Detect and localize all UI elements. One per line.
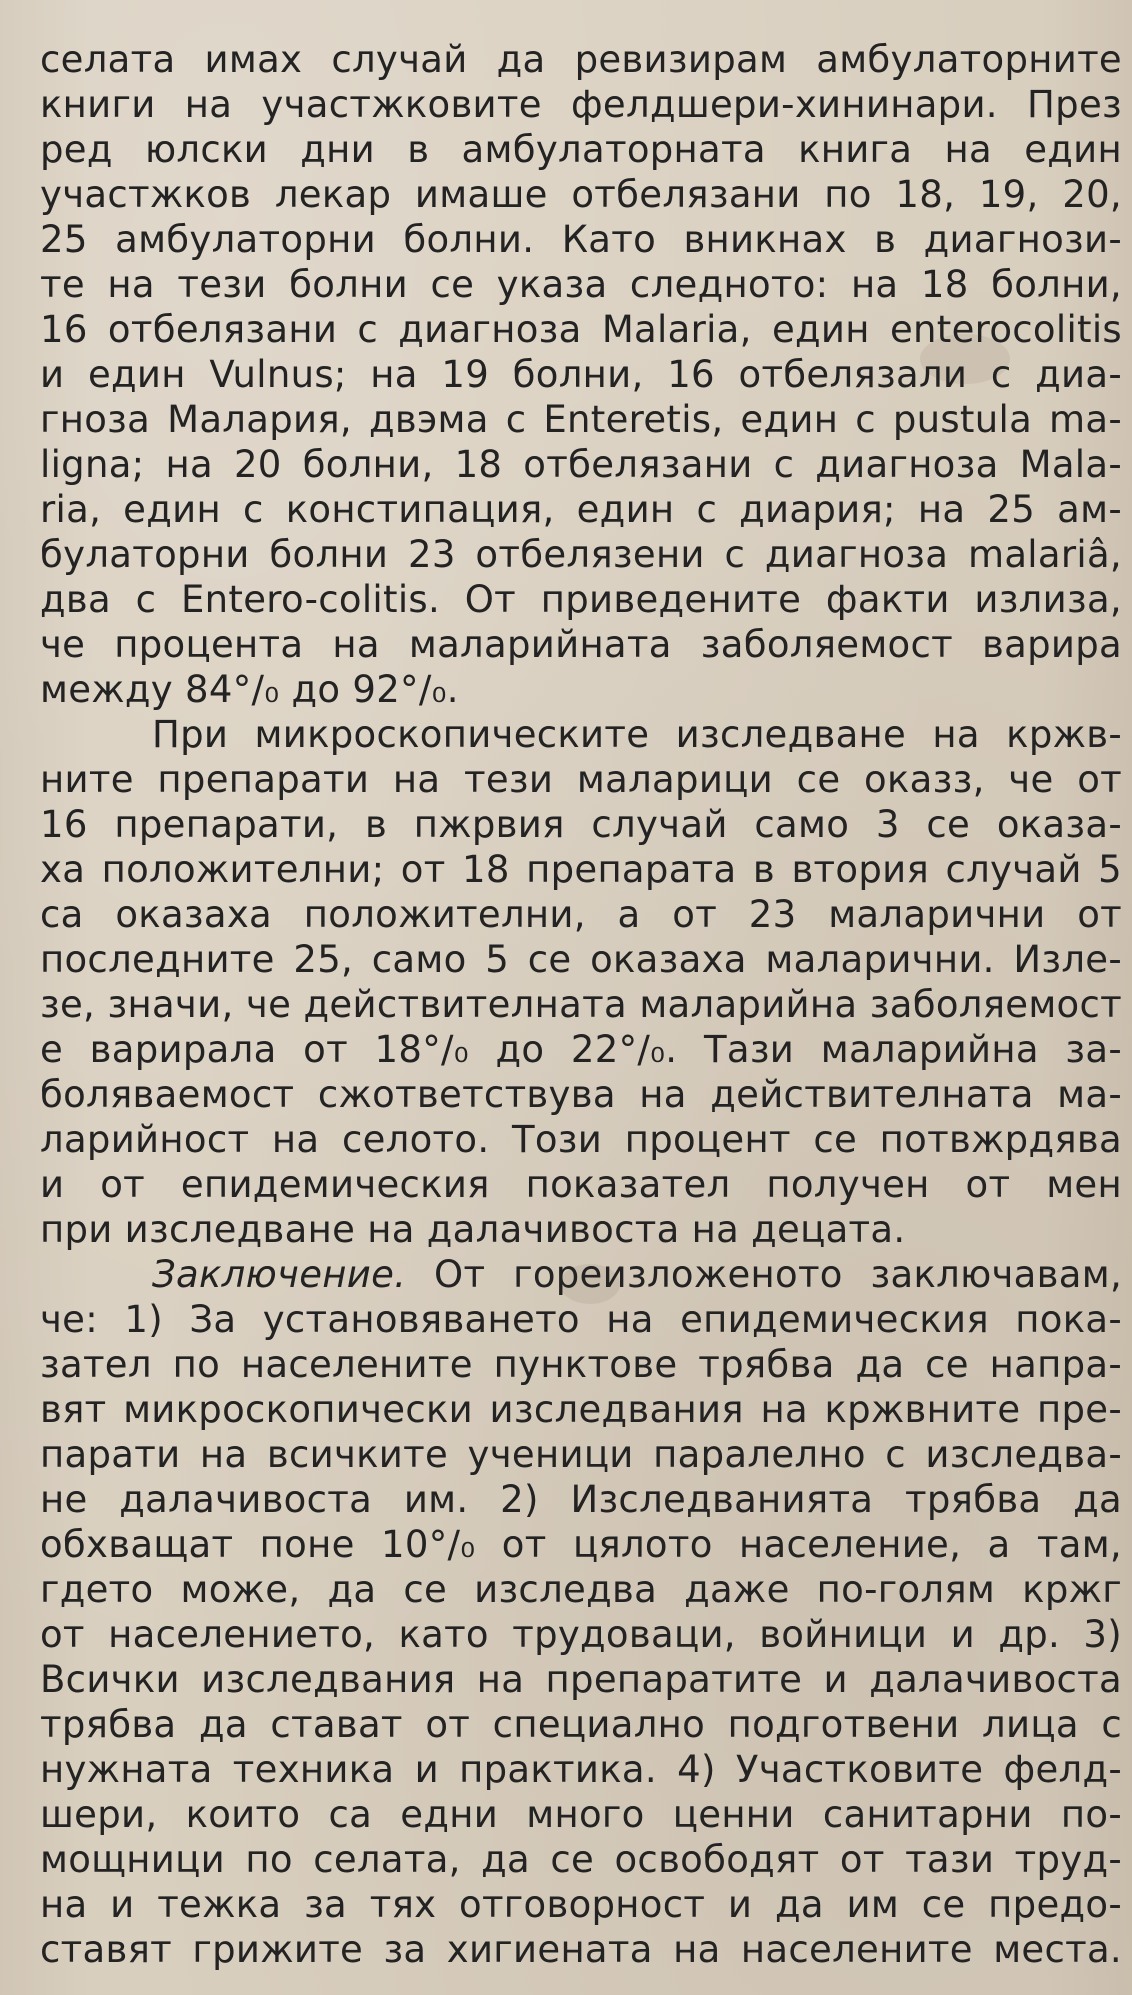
text-line: обхващат поне 10°/₀ от цялото население, а там,	[40, 1523, 1122, 1566]
text-line: гдето може, да се изследва даже по-голям кржг	[40, 1568, 1122, 1611]
text-line: селата имах случай да ревизирам амбулаторните	[40, 38, 1122, 81]
text-line: и от епидемическия показател получен от мен	[40, 1163, 1122, 1206]
text-line: между 84°/₀ до 92°/₀.	[40, 668, 459, 711]
text-line: 16 препарати, в пжрвия случай само 3 се оказа-	[40, 803, 1122, 846]
text-line: те на тези болни се указа следното: на 18 болни,	[40, 263, 1122, 306]
text-line: булаторни болни 23 отбелязени с диагноза malariâ,	[40, 533, 1122, 576]
text-line: 25 амбулаторни болни. Като вникнах в диагнози-	[40, 218, 1122, 261]
text-line: ред юлски дни в амбулаторната книга на един	[40, 128, 1122, 171]
text-line: парати на всичките ученици паралелно с изследва-	[40, 1433, 1122, 1476]
text-line: че процента на маларийната заболяемост варира	[40, 623, 1122, 666]
text-line: Всички изследвания на препаратите и далачивоста	[40, 1658, 1122, 1701]
text-line: е варирала от 18°/₀ до 22°/₀. Тази маларийна за-	[40, 1028, 1122, 1071]
text-line: гноза Малария, двэма с Enteretis, един с pustula ma-	[40, 398, 1122, 441]
text-line: вят микроскопически изследвания на кржвните пре-	[40, 1388, 1122, 1431]
text-line: два с Entero-colitis. От приведените факти излиза,	[40, 578, 1122, 621]
text-line: че: 1) За установяването на епидемическия пока-	[40, 1298, 1122, 1341]
text-line: не далачивоста им. 2) Изследванията трябва да	[40, 1478, 1122, 1521]
conclusion-heading: Заключение.	[152, 1253, 407, 1296]
text-line: зе, значи, че действителната маларийна заболяемост	[40, 983, 1122, 1026]
text-line: 16 отбелязани с диагноза Malaria, един enterocolitis	[40, 308, 1122, 351]
document-page	[40, 34, 1122, 1974]
text-line: последните 25, само 5 се оказаха маларични. Изле-	[40, 938, 1122, 981]
text-line: от населението, като трудоваци, войници и др. 3)	[40, 1613, 1122, 1656]
text-line: трябва да стават от специално подготвени лица с	[40, 1703, 1122, 1746]
text-line: ните препарати на тези маларици се оказз, че от	[40, 758, 1122, 801]
text-line: боляваемост сжответствува на действителната ма-	[40, 1073, 1122, 1116]
text-line: са оказаха положителни, а от 23 маларични от	[40, 893, 1122, 936]
text-line: ларийност на селото. Този процент се потвжрдява	[40, 1118, 1122, 1161]
text-line: мощници по селата, да се освободят от тази труд-	[40, 1838, 1122, 1881]
text-line: зател по населените пунктове трябва да се напра-	[40, 1343, 1122, 1386]
text-line: От гореизложеното заключавам,	[434, 1253, 1122, 1296]
text-line: книги на участжковите фелдшери-хининари. През	[40, 83, 1122, 126]
text-line: ставят грижите за хигиената на населените места.	[40, 1928, 1122, 1971]
text-line: участжков лекар имаше отбелязани по 18, 19, 20,	[40, 173, 1122, 216]
text-line: ligna; на 20 болни, 18 отбелязани с диагноза Mala-	[40, 443, 1122, 486]
text-line: ria, един с констипация, един с диария; на 25 ам-	[40, 488, 1122, 531]
text-line: при изследване на далачивоста на децата.	[40, 1208, 906, 1251]
text-line: шери, които са едни много ценни санитарни по-	[40, 1793, 1122, 1836]
text-line: на и тежка за тях отговорност и да им се предо-	[40, 1883, 1122, 1926]
text-line: нужната техника и практика. 4) Участковите фелд-	[40, 1748, 1122, 1791]
text-line: При микроскопическите изследване на кржв-	[152, 713, 1122, 756]
text-line: ха положителни; от 18 препарата в втория случай 5	[40, 848, 1122, 891]
text-line: и един Vulnus; на 19 болни, 16 отбелязали с диа-	[40, 353, 1122, 396]
